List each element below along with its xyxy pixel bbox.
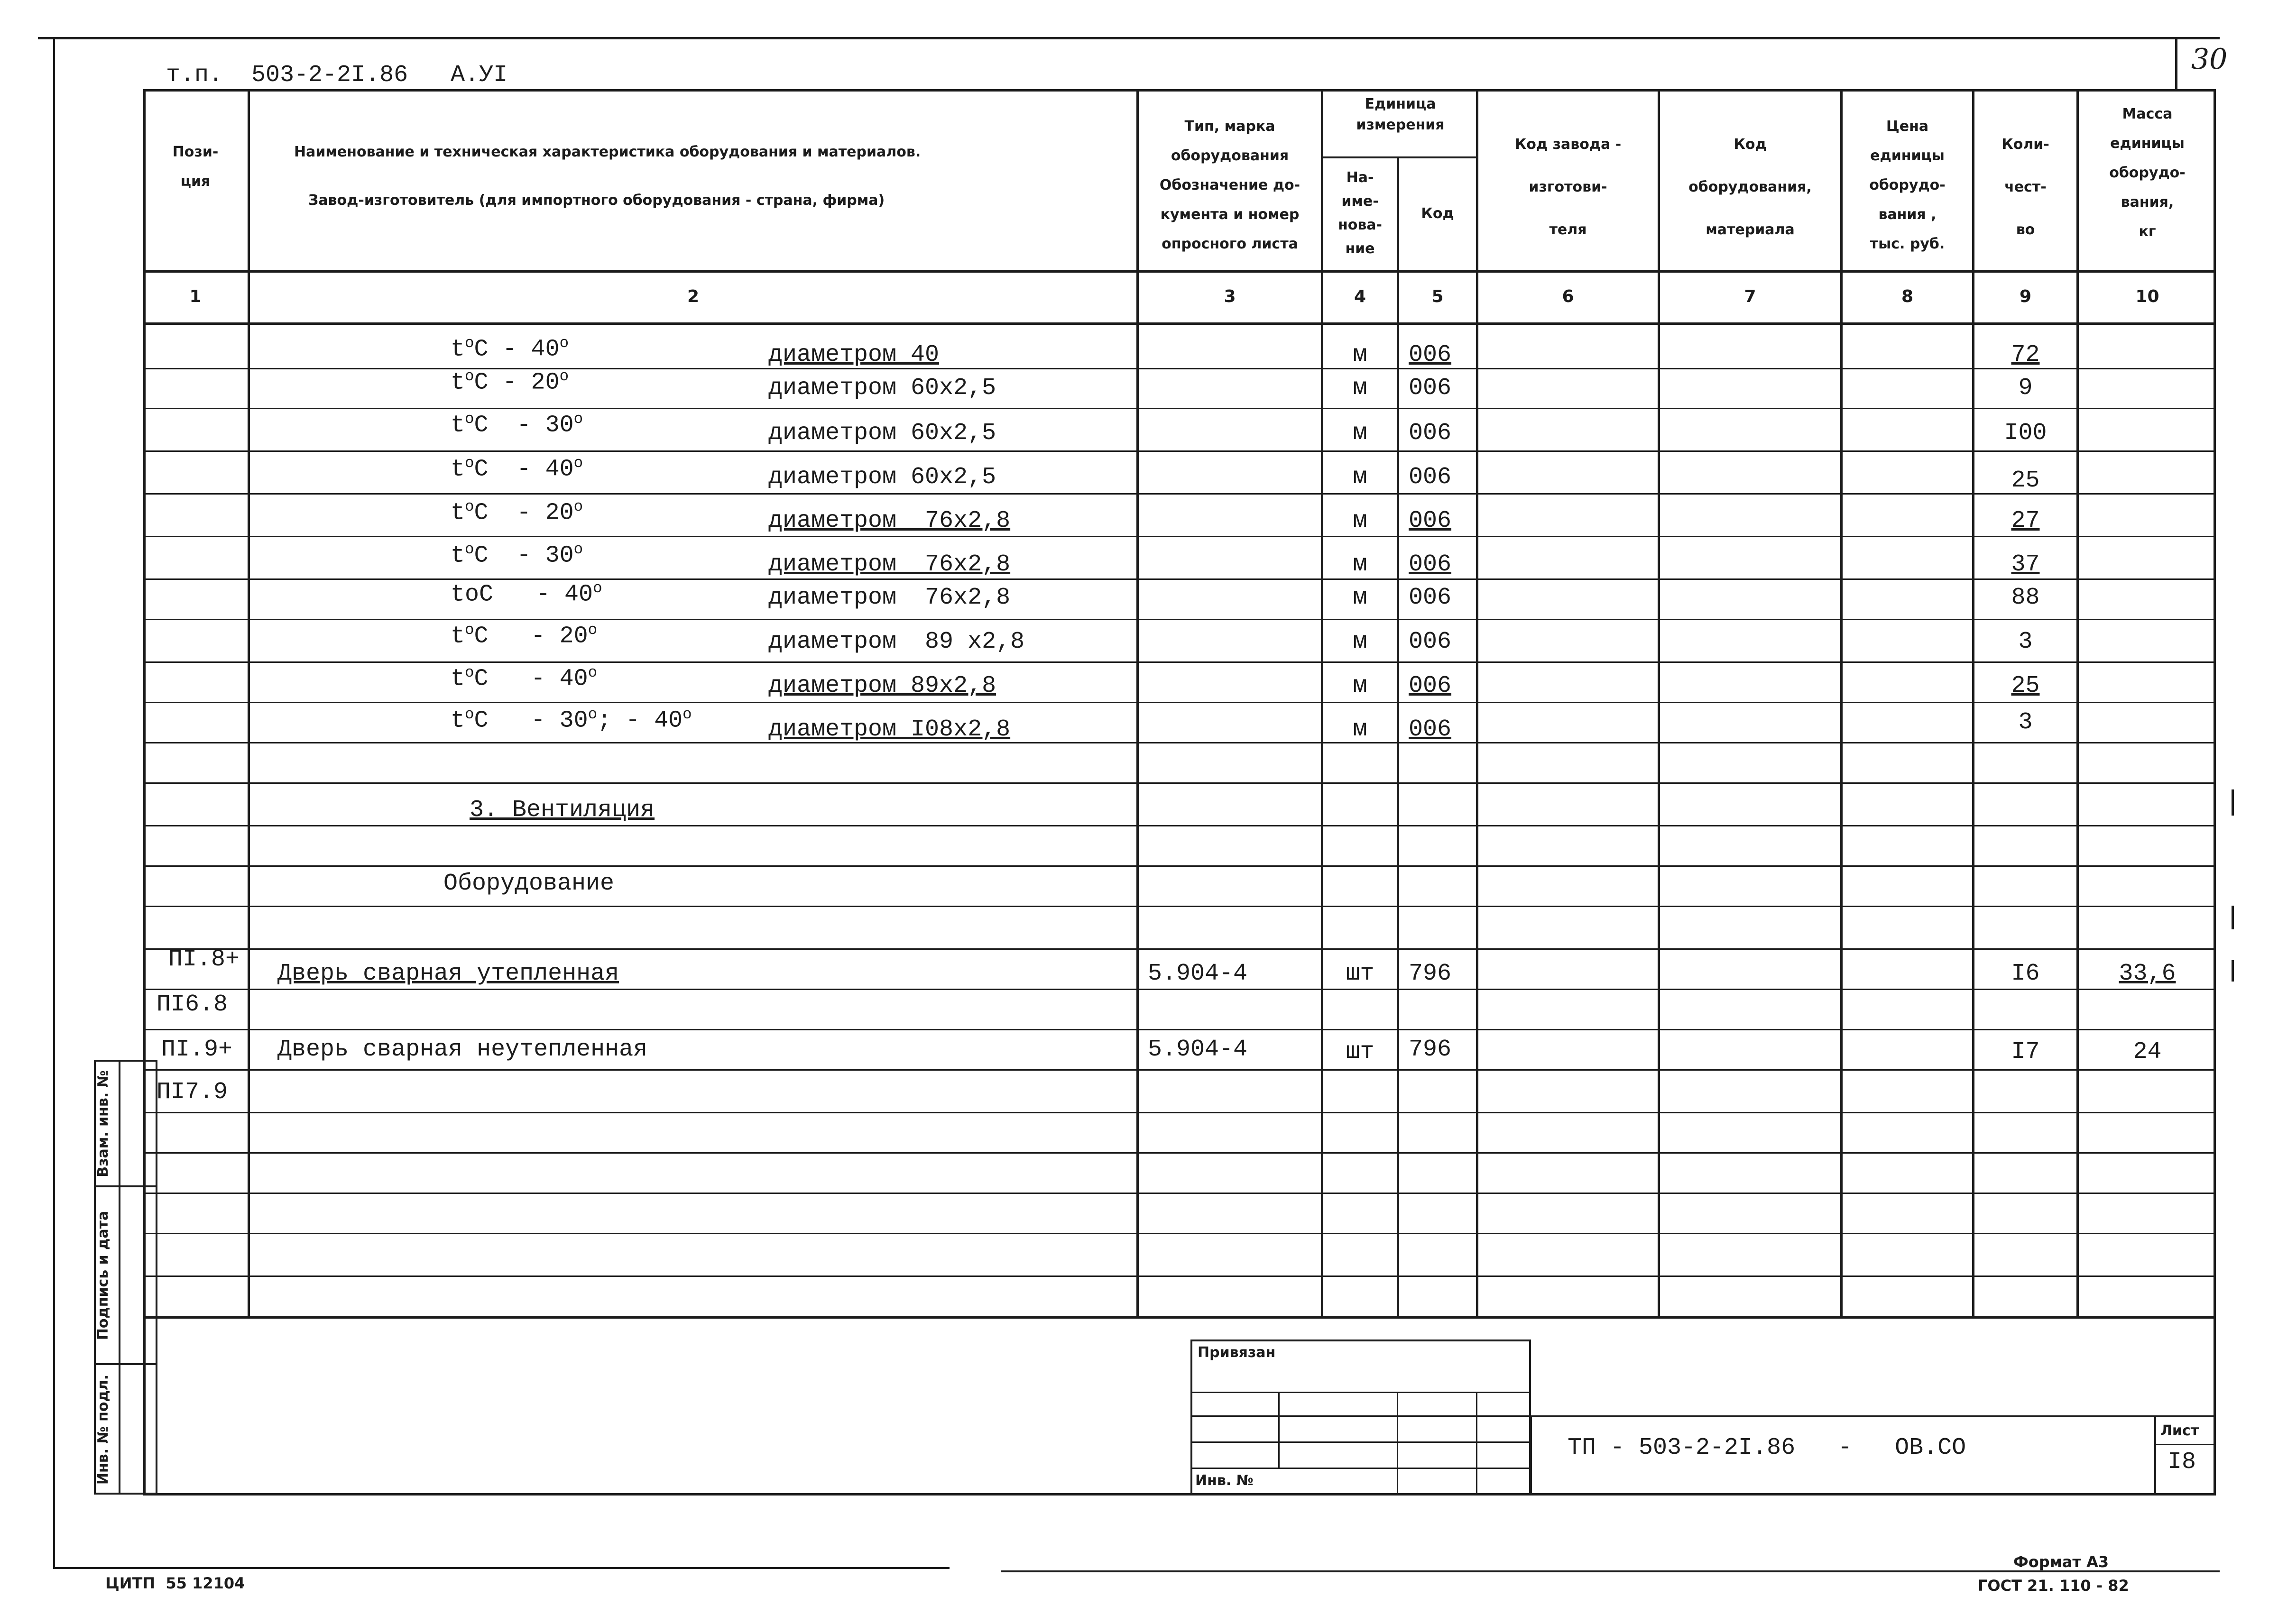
pipe-unit: м: [1353, 672, 1367, 699]
document-reference: т.п. 503-2-2I.86 А.УI: [166, 62, 508, 89]
pipe-code: 006: [1409, 375, 1452, 402]
row-line: [143, 742, 2216, 743]
pipe-description: диаметром I08х2,8: [768, 716, 1011, 743]
column-number: 9: [2019, 287, 2032, 306]
column-number: 10: [2135, 287, 2159, 306]
col-line-2: [1136, 89, 1139, 1317]
side-label-signature: Подпись и дата: [95, 1211, 111, 1340]
pipe-description: диаметром 60х2,5: [768, 420, 996, 447]
pipe-quantity: 3: [2018, 628, 2033, 655]
row-line: [143, 1069, 2216, 1071]
column-number: 5: [1431, 287, 1444, 306]
pipe-unit: м: [1353, 420, 1367, 447]
header-col-2: Наименование и техническая характеристика оборудования и материалов. Завод-изготовитель (для импортного оборудования - страна, фирма): [294, 144, 921, 209]
pipe-description: диаметром 60х2,5: [768, 464, 996, 491]
item-quantity: I7: [2011, 1038, 2040, 1065]
outer-frame-left: [53, 37, 55, 1569]
pipe-code: 006: [1409, 341, 1452, 368]
pipe-quantity: 9: [2018, 375, 2033, 402]
row-line: [143, 408, 2216, 409]
item-type: 5.904-4: [1148, 1036, 1248, 1063]
item-name: Дверь сварная утепленная: [277, 960, 619, 987]
item-position-alt: ПI7.9: [157, 1079, 228, 1106]
column-number: 8: [1901, 287, 1914, 306]
row-line: [143, 702, 2216, 703]
pipe-description: диаметром 76х2,8: [768, 551, 1011, 578]
pipe-unit: м: [1353, 551, 1367, 578]
pipe-description: диаметром 89х2,8: [768, 672, 996, 699]
item-unit: шт: [1346, 960, 1374, 987]
pipe-unit: м: [1353, 507, 1367, 534]
row-line: [143, 825, 2216, 826]
row-line: [143, 782, 2216, 784]
binding-row-line: [1190, 1415, 1531, 1417]
binding-row-line: [1190, 1468, 1531, 1469]
col-line-7: [1840, 89, 1843, 1317]
page-number-box-left: [2175, 37, 2177, 89]
column-number: 1: [189, 287, 202, 306]
item-position: ПI.9+: [161, 1036, 233, 1063]
column-number-divider: [143, 322, 2216, 325]
header-col-3: Тип, марка оборудования Обозначение до- кумента и номер опросного листа: [1159, 118, 1301, 252]
outer-frame-top: [38, 37, 2220, 39]
row-line: [143, 1029, 2216, 1030]
pipe-quantity: 37: [2011, 551, 2040, 578]
header-unit-group: Единица измерения: [1356, 96, 1445, 133]
pipe-unit: м: [1353, 584, 1367, 611]
sheet-label: Лист: [2160, 1422, 2199, 1439]
unit-group-divider: [1321, 156, 1477, 158]
pipe-unit: м: [1353, 341, 1367, 368]
pipe-description: диаметром 60х2,5: [768, 375, 996, 402]
pipe-temperature: $t^oC - 20^o$: [451, 498, 583, 527]
binding-col-line: [1278, 1392, 1280, 1468]
sheet-box-divider: [2154, 1444, 2216, 1445]
row-line: [143, 865, 2216, 867]
pipe-quantity: 25: [2011, 672, 2040, 699]
footer-format: Формат А3: [2013, 1553, 2109, 1571]
column-number: 4: [1354, 287, 1366, 306]
row-line: [143, 450, 2216, 452]
row-line: [143, 1112, 2216, 1113]
pipe-temperature: toC - 40$^o$: [451, 579, 602, 608]
pipe-quantity: 72: [2011, 341, 2040, 368]
item-name: Дверь сварная неутепленная: [277, 1036, 648, 1063]
pipe-code: 006: [1409, 716, 1452, 743]
row-line: [143, 536, 2216, 537]
col-line-4: [1397, 156, 1399, 1317]
side-label-inventory: Инв. № подл.: [95, 1374, 111, 1485]
item-code: 796: [1409, 960, 1452, 987]
pipe-code: 006: [1409, 420, 1452, 447]
header-col-4: На- име- нова- ние: [1337, 169, 1383, 257]
page-number: 30: [2191, 43, 2228, 76]
margin-mark: [2232, 960, 2234, 982]
sheet-box-left: [2154, 1415, 2156, 1495]
col-line-1: [248, 89, 250, 1317]
pipe-description: диаметром 40: [768, 341, 940, 368]
pipe-temperature: $t^oC - 30^o$; - 40$^o$: [451, 706, 692, 734]
footer-code: ЦИТП 55 12104: [105, 1574, 245, 1592]
pipe-unit: м: [1353, 628, 1367, 655]
header-col-8: Цена единицы оборудо- вания , тыс. руб.: [1869, 118, 1946, 252]
pipe-unit: м: [1353, 375, 1367, 402]
pipe-description: диаметром 89 х2,8: [768, 628, 1025, 655]
column-number: 6: [1562, 287, 1574, 306]
col-line-8: [1972, 89, 1974, 1317]
row-line: [143, 493, 2216, 495]
pipe-description: диаметром 76х2,8: [768, 584, 1011, 611]
margin-mark: [2232, 789, 2234, 816]
item-position: ПI.8+: [168, 946, 240, 973]
margin-mark: [2232, 906, 2234, 929]
binding-stamp: [1190, 1340, 1531, 1495]
header-col-10: Масса единицы оборудо- вания, кг: [2109, 106, 2186, 240]
item-quantity: I6: [2011, 960, 2040, 987]
header-col-5: Код: [1421, 205, 1454, 222]
pipe-quantity: 25: [2011, 467, 2040, 494]
pipe-temperature: $t^oC - 30^o$: [451, 541, 583, 569]
header-col-1: Пози- ция: [172, 144, 219, 190]
item-type: 5.904-4: [1148, 960, 1248, 987]
sheet-number: I8: [2168, 1449, 2196, 1476]
binding-col-line: [1476, 1392, 1477, 1495]
column-number: 3: [1224, 287, 1236, 306]
body-bottom-line: [143, 1316, 2216, 1319]
item-unit: шт: [1346, 1038, 1374, 1065]
header-col-7: Код оборудования, материала: [1688, 136, 1812, 238]
side-stamp-inner: [119, 1060, 120, 1495]
col-line-3: [1321, 89, 1323, 1317]
binding-row-line: [1190, 1392, 1531, 1393]
pipe-description: диаметром 76х2,8: [768, 507, 1011, 534]
pipe-code: 006: [1409, 507, 1452, 534]
row-line: [143, 1275, 2216, 1277]
pipe-quantity: 88: [2011, 584, 2040, 611]
header-col-6: Код завода - изготови- теля: [1514, 136, 1622, 238]
pipe-code: 006: [1409, 551, 1452, 578]
section-title: 3. Вентиляция: [470, 797, 655, 824]
column-number: 7: [1744, 287, 1756, 306]
footer-gost: ГОСТ 21. 110 - 82: [1978, 1577, 2129, 1595]
header-col-9: Коли- чест- во: [2002, 136, 2049, 238]
row-line: [143, 1152, 2216, 1154]
col-line-9: [2076, 89, 2079, 1317]
side-label-replacement: Взам. инв. №: [95, 1070, 111, 1177]
pipe-temperature: $t^oC - 40^o$: [451, 454, 583, 483]
item-mass: 33,6: [2119, 960, 2176, 987]
pipe-quantity: I00: [2004, 420, 2047, 447]
row-line: [143, 1233, 2216, 1234]
document-code: ТП - 503-2-2I.86 - ОВ.СО: [1568, 1434, 1966, 1461]
item-position-alt: ПI6.8: [157, 991, 228, 1018]
pipe-temperature: $t^oC - 20^o$: [451, 621, 598, 650]
binding-col-line: [1397, 1392, 1398, 1495]
row-line: [143, 619, 2216, 620]
inventory-label: Инв. №: [1195, 1472, 1254, 1489]
outer-frame-bottom: [53, 1567, 950, 1569]
item-code: 796: [1409, 1036, 1452, 1063]
row-line: [143, 989, 2216, 990]
header-divider: [143, 270, 2216, 273]
subsection-title: Оборудование: [443, 870, 615, 897]
column-number: 2: [687, 287, 700, 306]
col-line-6: [1658, 89, 1660, 1317]
col-line-5: [1476, 89, 1478, 1317]
row-line: [143, 1193, 2216, 1194]
pipe-quantity: 27: [2011, 507, 2040, 534]
pipe-unit: м: [1353, 716, 1367, 743]
row-line: [143, 906, 2216, 907]
row-line: [143, 661, 2216, 663]
pipe-temperature: $t^oC - 40^o$: [451, 664, 598, 693]
pipe-quantity: 3: [2018, 709, 2033, 736]
binding-row-line: [1190, 1441, 1531, 1443]
pipe-code: 006: [1409, 672, 1452, 699]
row-line: [143, 948, 2216, 950]
pipe-code: 006: [1409, 584, 1452, 611]
binding-label: Привязан: [1198, 1344, 1276, 1361]
pipe-code: 006: [1409, 628, 1452, 655]
pipe-temperature: $t^oC - 20^o$: [451, 367, 569, 396]
pipe-code: 006: [1409, 464, 1452, 491]
pipe-temperature: $t^oC - 40^o$: [451, 334, 569, 363]
pipe-unit: м: [1353, 464, 1367, 491]
item-mass: 24: [2133, 1038, 2162, 1065]
pipe-temperature: $t^oC - 30^o$: [451, 410, 583, 439]
